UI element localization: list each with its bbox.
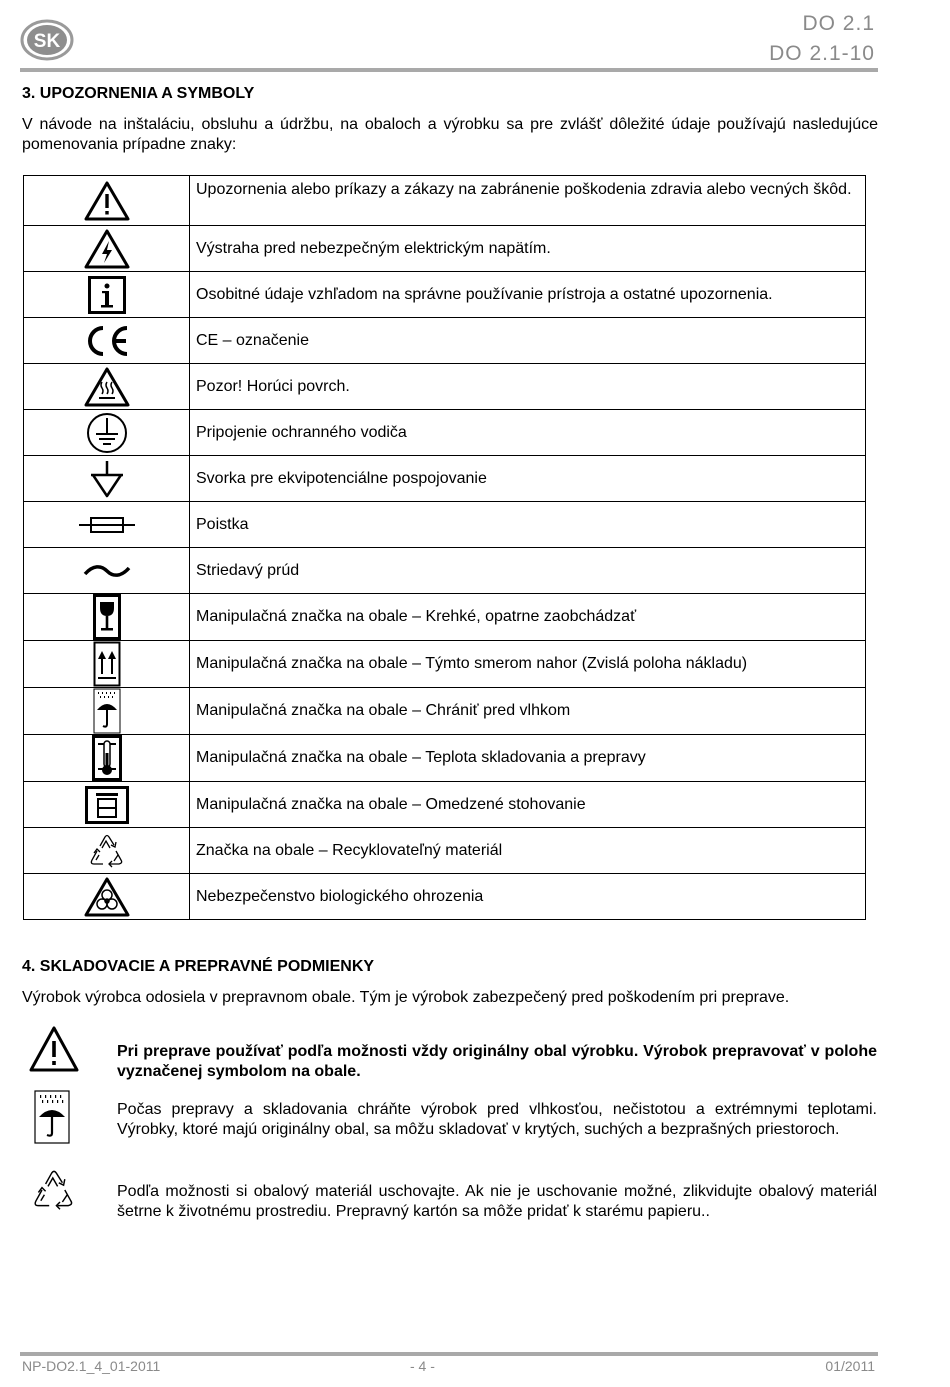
symbol-description: Manipulačná značka na obale – Týmto smerom nahor (Zvislá poloha nákladu): [190, 641, 866, 688]
recycle-icon: [30, 1166, 78, 1214]
section4-title: 4. SKLADOVACIE A PREPRAVNÉ PODMIENKY: [22, 958, 375, 975]
table-row: [24, 272, 866, 318]
table-row: [24, 226, 866, 272]
symbol-description: Značka na obale – Recyklovateľný materiál: [190, 828, 866, 874]
symbol-description: Poistka: [190, 502, 866, 548]
footer-date: 01/2011: [825, 1358, 875, 1374]
stacking-limit-icon: [85, 786, 129, 824]
header-rule: [20, 68, 878, 72]
symbol-description: Striedavý prúd: [190, 548, 866, 594]
table-row: [24, 688, 866, 735]
ce-mark-icon: [83, 323, 131, 359]
fragile-icon: [93, 594, 121, 640]
table-row: [24, 456, 866, 502]
symbols-table: [23, 175, 866, 920]
doc-code-secondary: DO 2.1-10: [769, 42, 875, 65]
warning-triangle-icon: [84, 181, 130, 221]
symbol-description: Výstraha pred nebezpečným elektrickým napätím.: [190, 226, 866, 272]
table-row: [24, 502, 866, 548]
this-way-up-icon: [93, 641, 121, 687]
section4-intro: Výrobok výrobca odosiela v prepravnom obale. Tým je výrobok zabezpečený pred poškodením pri preprave.: [22, 989, 790, 1006]
symbol-description: Manipulačná značka na obale – Chrániť pred vlhkom: [190, 688, 866, 735]
table-row: [24, 874, 866, 920]
table-row: [24, 828, 866, 874]
table-row: [24, 176, 866, 226]
protective-earth-icon: [85, 412, 129, 454]
fuse-icon: [79, 515, 135, 535]
recycle-icon: [87, 831, 127, 871]
footer-doc-id: NP-DO2.1_4_01-2011: [22, 1358, 161, 1374]
footer-rule: [20, 1352, 878, 1356]
alternating-current-icon: [83, 563, 131, 579]
table-row: [24, 594, 866, 641]
biohazard-icon: [84, 877, 130, 917]
packaging-note: Podľa možnosti si obalový materiál uschovajte. Ak nie je uschovanie možné, zlikvidujte obalový materiál šetrne k životnému prostrediu. Prepravný kartón sa môže pridať k starému papieru..: [117, 1183, 877, 1220]
info-icon: [87, 275, 127, 315]
transport-note: Pri preprave používať podľa možnosti vždy originálny obal výrobku. Výrobok prepravovať v polohe vyznačenej symbolom na obale.: [117, 1043, 877, 1080]
symbol-description: Osobitné údaje vzhľadom na správne používanie prístroja a ostatné upozornenia.: [190, 272, 866, 318]
symbol-description: Manipulačná značka na obale – Omedzené stohovanie: [190, 782, 866, 828]
table-row: [24, 318, 866, 364]
warning-triangle-icon: [28, 1025, 80, 1073]
temperature-icon: [92, 735, 122, 781]
table-row: [24, 735, 866, 782]
lang-badge-text: SK: [33, 31, 61, 52]
sk-language-badge: [19, 19, 76, 62]
symbol-description: Manipulačná značka na obale – Krehké, opatrne zaobchádzať: [190, 594, 866, 641]
hot-surface-icon: [84, 367, 130, 407]
keep-dry-icon: [93, 688, 121, 734]
symbol-description: Manipulačná značka na obale – Teplota skladovania a prepravy: [190, 735, 866, 782]
electric-hazard-icon: [84, 229, 130, 269]
storage-note: Počas prepravy a skladovania chráňte výrobok pred vlhkosťou, nečistotou a extrémnymi teplotami. Výrobky, ktoré majú originálny obal, sa môžu skladovať v krytých, suchých a bezprašných priestoroch.: [117, 1101, 877, 1138]
section3-intro: V návode na inštaláciu, obsluhu a údržbu, na obaloch a výrobku sa pre zvlášť dôležité údaje používajú nasledujúce pomenovania prípadne znaky:: [22, 116, 878, 153]
keep-dry-icon: [34, 1090, 70, 1144]
equipotential-icon: [87, 459, 127, 499]
doc-code-primary: DO 2.1: [802, 12, 875, 35]
symbol-description: Upozornenia alebo príkazy a zákazy na zabránenie poškodenia zdravia alebo vecných škôd.: [190, 176, 866, 226]
symbol-description: Nebezpečenstvo biologického ohrozenia: [190, 874, 866, 920]
table-row: [24, 410, 866, 456]
footer-page-number: - 4 -: [410, 1358, 435, 1374]
section3-title: 3. UPOZORNENIA A SYMBOLY: [22, 85, 255, 102]
table-row: [24, 548, 866, 594]
table-row: [24, 641, 866, 688]
symbol-description: Svorka pre ekvipotenciálne pospojovanie: [190, 456, 866, 502]
table-row: [24, 782, 866, 828]
symbol-description: CE – označenie: [190, 318, 866, 364]
symbol-description: Pripojenie ochranného vodiča: [190, 410, 866, 456]
symbol-description: Pozor! Horúci povrch.: [190, 364, 866, 410]
table-row: [24, 364, 866, 410]
